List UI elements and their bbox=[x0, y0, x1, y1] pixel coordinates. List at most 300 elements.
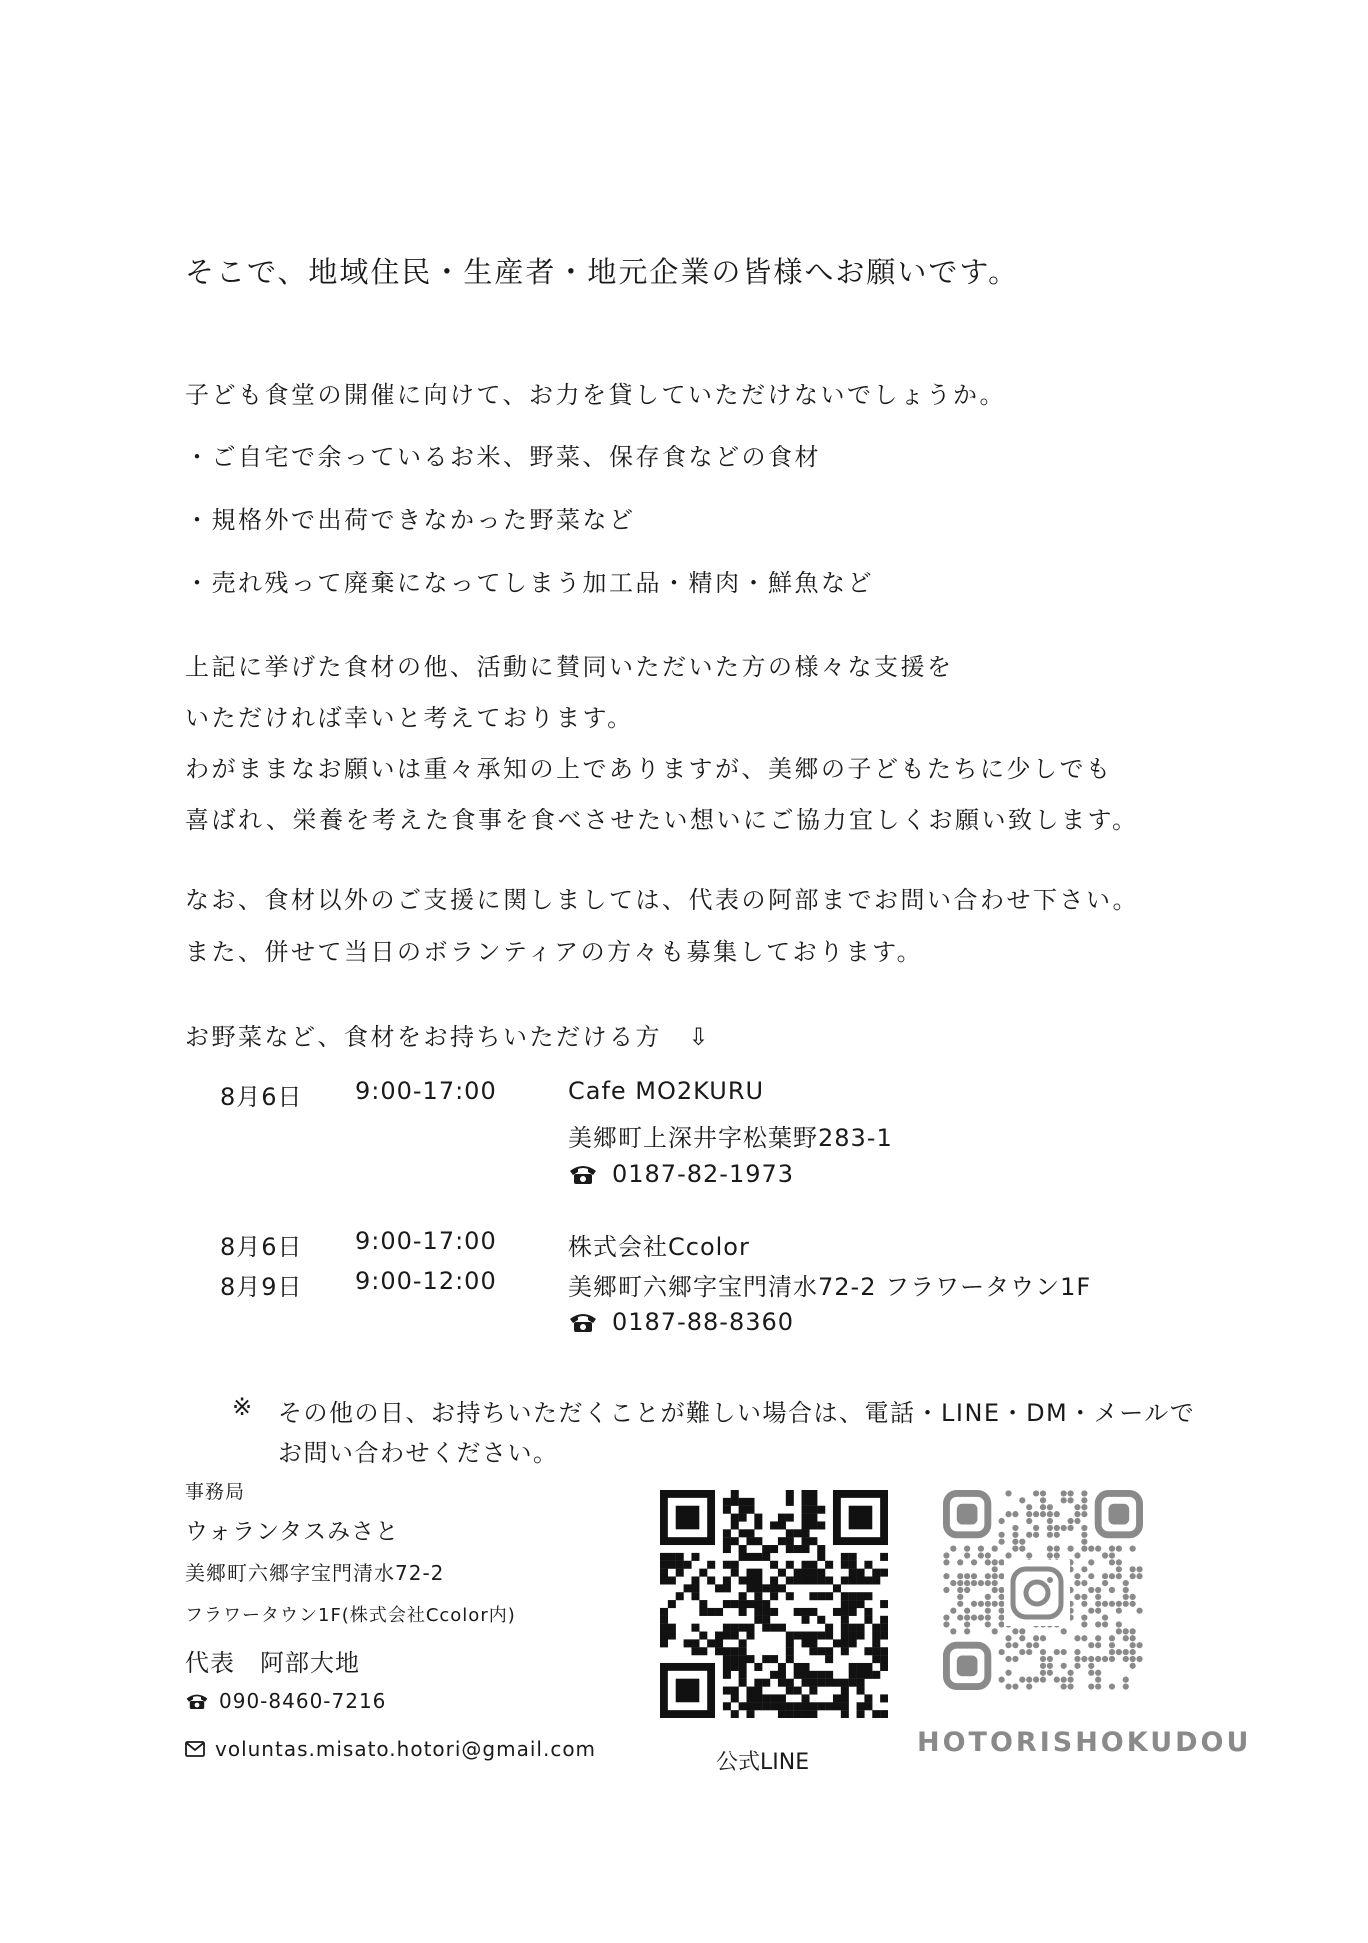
qr-module bbox=[1088, 1608, 1094, 1614]
qr-module bbox=[1005, 1656, 1011, 1662]
qr-module bbox=[1012, 1546, 1018, 1552]
qr-module bbox=[1123, 1601, 1129, 1607]
qr-module bbox=[857, 1663, 865, 1671]
qr-module bbox=[770, 1624, 778, 1632]
qr-module bbox=[1005, 1511, 1011, 1517]
qr-module bbox=[1109, 1546, 1115, 1552]
qr-module bbox=[1095, 1656, 1101, 1662]
qr-module bbox=[809, 1506, 817, 1514]
qr-module bbox=[1047, 1525, 1053, 1531]
qr-module bbox=[739, 1600, 747, 1608]
qr-module bbox=[880, 1553, 888, 1561]
qr-module bbox=[1047, 1663, 1053, 1669]
qr-module bbox=[754, 1592, 762, 1600]
qr-module bbox=[731, 1655, 739, 1663]
qr-module bbox=[739, 1671, 747, 1679]
qr-module bbox=[802, 1545, 810, 1553]
qr-module bbox=[778, 1702, 786, 1710]
qr-module bbox=[731, 1663, 739, 1671]
telephone-icon bbox=[568, 1163, 598, 1185]
qr-module bbox=[817, 1647, 825, 1655]
qr-module bbox=[964, 1628, 970, 1634]
qr-module bbox=[978, 1614, 984, 1620]
qr-module bbox=[841, 1561, 849, 1569]
qr-module bbox=[1123, 1677, 1129, 1683]
qr-module bbox=[1012, 1511, 1018, 1517]
qr-module bbox=[964, 1621, 970, 1627]
location-name: Cafe MO2KURU bbox=[568, 1077, 765, 1105]
qr-module bbox=[872, 1671, 880, 1679]
qr-module bbox=[1040, 1663, 1046, 1669]
qr-module bbox=[841, 1710, 849, 1718]
location-name: 株式会社Ccolor bbox=[568, 1233, 750, 1261]
qr-module bbox=[1081, 1539, 1087, 1545]
qr-module bbox=[809, 1592, 817, 1600]
qr-module bbox=[754, 1553, 762, 1561]
qr-module bbox=[985, 1559, 991, 1565]
qr-module bbox=[802, 1561, 810, 1569]
qr-module bbox=[841, 1632, 849, 1640]
qr-module bbox=[754, 1616, 762, 1624]
qr-module bbox=[802, 1490, 810, 1498]
qr-module bbox=[825, 1647, 833, 1655]
qr-module bbox=[794, 1710, 802, 1718]
qr-module bbox=[1047, 1511, 1053, 1517]
qr-module bbox=[794, 1569, 802, 1577]
qr-module bbox=[857, 1710, 865, 1718]
qr-module bbox=[864, 1647, 872, 1655]
qr-module bbox=[746, 1576, 754, 1584]
line-qr-code[interactable] bbox=[660, 1490, 888, 1718]
qr-module bbox=[880, 1569, 888, 1577]
qr-module bbox=[786, 1639, 794, 1647]
qr-module bbox=[762, 1600, 770, 1608]
qr-module bbox=[825, 1655, 833, 1663]
qr-module bbox=[1102, 1573, 1108, 1579]
qr-module bbox=[985, 1552, 991, 1558]
qr-module bbox=[1081, 1580, 1087, 1586]
qr-module bbox=[754, 1600, 762, 1608]
qr-module bbox=[739, 1679, 747, 1687]
qr-module bbox=[723, 1600, 731, 1608]
qr-module bbox=[971, 1573, 977, 1579]
qr-module bbox=[762, 1553, 770, 1561]
qr-module bbox=[1081, 1532, 1087, 1538]
qr-module bbox=[754, 1576, 762, 1584]
support-line: 上記に挙げた食材の他、活動に賛同いただいた方の様々な支援を bbox=[185, 653, 954, 681]
qr-module bbox=[992, 1566, 998, 1572]
qr-module bbox=[786, 1514, 794, 1522]
qr-module bbox=[849, 1561, 857, 1569]
dropoff-heading: お野菜など、食材をお持ちいただける方 ⇩ bbox=[185, 1023, 712, 1051]
qr-module bbox=[880, 1616, 888, 1624]
qr-module bbox=[880, 1663, 888, 1671]
qr-module bbox=[1130, 1642, 1136, 1648]
qr-module bbox=[778, 1694, 786, 1702]
qr-module bbox=[746, 1687, 754, 1695]
qr-module bbox=[770, 1521, 778, 1529]
qr-module bbox=[754, 1679, 762, 1687]
qr-module bbox=[691, 1553, 699, 1561]
qr-module bbox=[857, 1600, 865, 1608]
qr-module bbox=[1074, 1552, 1080, 1558]
qr-module bbox=[770, 1561, 778, 1569]
qr-module bbox=[1109, 1649, 1115, 1655]
qr-module bbox=[849, 1639, 857, 1647]
qr-module bbox=[817, 1679, 825, 1687]
qr-module bbox=[1012, 1532, 1018, 1538]
qr-module bbox=[762, 1702, 770, 1710]
qr-module bbox=[1026, 1504, 1032, 1510]
qr-module bbox=[999, 1649, 1005, 1655]
qr-module bbox=[964, 1580, 970, 1586]
qr-module bbox=[1130, 1601, 1136, 1607]
qr-module bbox=[1109, 1559, 1115, 1565]
note-mark: ※ bbox=[232, 1393, 254, 1421]
qr-module bbox=[1040, 1670, 1046, 1676]
qr-module bbox=[992, 1546, 998, 1552]
qr-module bbox=[762, 1545, 770, 1553]
qr-finder-center bbox=[849, 1506, 873, 1530]
qr-module bbox=[1012, 1683, 1018, 1689]
qr-module bbox=[864, 1592, 872, 1600]
qr-module bbox=[1081, 1490, 1087, 1496]
qr-module bbox=[1123, 1656, 1129, 1662]
qr-module bbox=[849, 1600, 857, 1608]
qr-module bbox=[731, 1537, 739, 1545]
qr-module bbox=[731, 1624, 739, 1632]
qr-module bbox=[1130, 1628, 1136, 1634]
qr-module bbox=[684, 1561, 692, 1569]
qr-module bbox=[723, 1584, 731, 1592]
qr-module bbox=[1116, 1559, 1122, 1565]
qr-module bbox=[943, 1559, 949, 1565]
qr-module bbox=[1040, 1497, 1046, 1503]
qr-module bbox=[794, 1702, 802, 1710]
qr-module bbox=[1095, 1677, 1101, 1683]
qr-module bbox=[833, 1639, 841, 1647]
qr-module bbox=[762, 1655, 770, 1663]
office-email[interactable] bbox=[185, 1737, 596, 1761]
note-line: お問い合わせください。 bbox=[278, 1439, 559, 1467]
qr-module bbox=[739, 1608, 747, 1616]
qr-module bbox=[707, 1608, 715, 1616]
qr-module bbox=[746, 1553, 754, 1561]
qr-module bbox=[1012, 1628, 1018, 1634]
qr-module bbox=[809, 1687, 817, 1695]
qr-module bbox=[770, 1608, 778, 1616]
instagram-qr-caption: HOTORISHOKUDOU bbox=[917, 1727, 1252, 1758]
qr-module bbox=[723, 1537, 731, 1545]
qr-module bbox=[684, 1584, 692, 1592]
qr-module bbox=[992, 1628, 998, 1634]
qr-module bbox=[802, 1498, 810, 1506]
qr-module bbox=[739, 1529, 747, 1537]
qr-module bbox=[786, 1647, 794, 1655]
qr-module bbox=[1047, 1532, 1053, 1538]
qr-module bbox=[691, 1584, 699, 1592]
qr-module bbox=[872, 1632, 880, 1640]
qr-module bbox=[1061, 1525, 1067, 1531]
qr-module bbox=[849, 1679, 857, 1687]
qr-module bbox=[1074, 1649, 1080, 1655]
qr-module bbox=[739, 1576, 747, 1584]
qr-module bbox=[802, 1639, 810, 1647]
qr-module bbox=[731, 1514, 739, 1522]
qr-module bbox=[1136, 1608, 1142, 1614]
qr-module bbox=[802, 1608, 810, 1616]
qr-module bbox=[786, 1592, 794, 1600]
qr-module bbox=[1123, 1628, 1129, 1634]
qr-module bbox=[802, 1702, 810, 1710]
qr-module bbox=[731, 1647, 739, 1655]
qr-module bbox=[660, 1561, 668, 1569]
phone-number: 0187-88-8360 bbox=[612, 1308, 795, 1336]
qr-module bbox=[964, 1608, 970, 1614]
qr-module bbox=[754, 1521, 762, 1529]
qr-module bbox=[715, 1639, 723, 1647]
qr-module bbox=[1095, 1546, 1101, 1552]
qr-module bbox=[817, 1569, 825, 1577]
qr-module bbox=[739, 1624, 747, 1632]
qr-module bbox=[957, 1614, 963, 1620]
qr-module bbox=[1033, 1490, 1039, 1496]
qr-module bbox=[849, 1608, 857, 1616]
qr-module bbox=[676, 1553, 684, 1561]
qr-module bbox=[1088, 1683, 1094, 1689]
qr-module bbox=[1026, 1642, 1032, 1648]
qr-module bbox=[699, 1608, 707, 1616]
qr-module bbox=[857, 1576, 865, 1584]
qr-module bbox=[754, 1537, 762, 1545]
qr-module bbox=[1123, 1594, 1129, 1600]
qr-module bbox=[1136, 1573, 1142, 1579]
qr-module bbox=[1095, 1670, 1101, 1676]
qr-module bbox=[676, 1569, 684, 1577]
qr-module bbox=[880, 1624, 888, 1632]
qr-module bbox=[1109, 1552, 1115, 1558]
qr-module bbox=[1067, 1677, 1073, 1683]
qr-module bbox=[880, 1632, 888, 1640]
qr-module bbox=[872, 1639, 880, 1647]
qr-module bbox=[707, 1576, 715, 1584]
qr-module bbox=[880, 1600, 888, 1608]
qr-module bbox=[746, 1655, 754, 1663]
qr-module bbox=[1088, 1663, 1094, 1669]
qr-module bbox=[1109, 1683, 1115, 1689]
support-line: 喜ばれ、栄養を考えた食事を食べさせたい想いにご協力宜しくお願い致します。 bbox=[185, 806, 1139, 834]
qr-finder-center bbox=[957, 1504, 978, 1525]
qr-module bbox=[715, 1647, 723, 1655]
qr-module bbox=[1054, 1525, 1060, 1531]
qr-module bbox=[691, 1592, 699, 1600]
qr-module bbox=[1136, 1566, 1142, 1572]
qr-module bbox=[880, 1694, 888, 1702]
qr-module bbox=[668, 1624, 676, 1632]
qr-module bbox=[964, 1614, 970, 1620]
qr-module bbox=[786, 1498, 794, 1506]
qr-module bbox=[1081, 1504, 1087, 1510]
office-address: 美郷町六郷字宝門清水72-2 bbox=[185, 1561, 445, 1585]
qr-module bbox=[1047, 1504, 1053, 1510]
qr-module bbox=[1067, 1490, 1073, 1496]
schedule-time: 9:00-12:00 bbox=[355, 1267, 497, 1295]
qr-module bbox=[992, 1573, 998, 1579]
qr-module bbox=[1054, 1552, 1060, 1558]
qr-module bbox=[802, 1616, 810, 1624]
qr-module bbox=[746, 1710, 754, 1718]
qr-module bbox=[880, 1710, 888, 1718]
qr-module bbox=[1102, 1621, 1108, 1627]
qr-module bbox=[978, 1546, 984, 1552]
qr-module bbox=[660, 1616, 668, 1624]
qr-module bbox=[1033, 1635, 1039, 1641]
qr-module bbox=[1130, 1649, 1136, 1655]
qr-module bbox=[841, 1639, 849, 1647]
qr-module bbox=[1033, 1677, 1039, 1683]
qr-module bbox=[857, 1702, 865, 1710]
qr-module bbox=[1040, 1511, 1046, 1517]
qr-module bbox=[809, 1702, 817, 1710]
qr-module bbox=[1136, 1642, 1142, 1648]
phone-number: 0187-82-1973 bbox=[612, 1160, 795, 1188]
qr-module bbox=[786, 1537, 794, 1545]
qr-module bbox=[770, 1584, 778, 1592]
qr-module bbox=[1012, 1642, 1018, 1648]
qr-module bbox=[770, 1592, 778, 1600]
instagram-icon-holder bbox=[1004, 1560, 1070, 1626]
qr-module bbox=[1033, 1511, 1039, 1517]
qr-module bbox=[684, 1639, 692, 1647]
qr-module bbox=[715, 1584, 723, 1592]
qr-module bbox=[964, 1587, 970, 1593]
qr-module bbox=[1074, 1504, 1080, 1510]
qr-module bbox=[731, 1490, 739, 1498]
qr-module bbox=[739, 1514, 747, 1522]
qr-module bbox=[723, 1632, 731, 1640]
qr-module bbox=[802, 1671, 810, 1679]
qr-module bbox=[723, 1561, 731, 1569]
qr-module bbox=[809, 1647, 817, 1655]
qr-module bbox=[817, 1616, 825, 1624]
qr-module bbox=[1005, 1490, 1011, 1496]
qr-module bbox=[825, 1592, 833, 1600]
qr-module bbox=[1012, 1539, 1018, 1545]
qr-module bbox=[794, 1529, 802, 1537]
qr-module bbox=[699, 1632, 707, 1640]
qr-module bbox=[691, 1624, 699, 1632]
schedule-date: 8月6日 bbox=[220, 1083, 303, 1111]
lead-heading: そこで、地域住民・生産者・地元企業の皆様へお願いです。 bbox=[185, 255, 1020, 289]
qr-module bbox=[825, 1632, 833, 1640]
qr-module bbox=[739, 1553, 747, 1561]
qr-module bbox=[817, 1632, 825, 1640]
qr-module bbox=[1054, 1532, 1060, 1538]
mail-icon bbox=[185, 1741, 205, 1757]
qr-module bbox=[739, 1592, 747, 1600]
qr-module bbox=[957, 1573, 963, 1579]
qr-module bbox=[770, 1545, 778, 1553]
qr-module bbox=[1123, 1683, 1129, 1689]
qr-module bbox=[1033, 1525, 1039, 1531]
qr-module bbox=[809, 1490, 817, 1498]
qr-module bbox=[1067, 1525, 1073, 1531]
qr-module bbox=[857, 1671, 865, 1679]
qr-module bbox=[849, 1663, 857, 1671]
qr-module bbox=[778, 1584, 786, 1592]
qr-module bbox=[1081, 1594, 1087, 1600]
qr-module bbox=[857, 1679, 865, 1687]
qr-module bbox=[1019, 1635, 1025, 1641]
qr-module bbox=[1088, 1587, 1094, 1593]
qr-module bbox=[864, 1608, 872, 1616]
qr-module bbox=[1054, 1511, 1060, 1517]
qr-module bbox=[754, 1514, 762, 1522]
qr-module bbox=[1005, 1670, 1011, 1676]
qr-module bbox=[985, 1608, 991, 1614]
email-address[interactable]: voluntas.misato.hotori@gmail.com bbox=[215, 1737, 597, 1761]
qr-module bbox=[746, 1529, 754, 1537]
qr-module bbox=[1102, 1552, 1108, 1558]
qr-module bbox=[985, 1601, 991, 1607]
qr-module bbox=[660, 1639, 668, 1647]
qr-module bbox=[660, 1624, 668, 1632]
qr-module bbox=[1026, 1683, 1032, 1689]
qr-module bbox=[723, 1671, 731, 1679]
qr-module bbox=[1123, 1649, 1129, 1655]
qr-module bbox=[1019, 1497, 1025, 1503]
location-phone bbox=[568, 1308, 794, 1336]
qr-module bbox=[770, 1576, 778, 1584]
qr-module bbox=[691, 1639, 699, 1647]
qr-module bbox=[802, 1514, 810, 1522]
qr-module bbox=[786, 1529, 794, 1537]
qr-module bbox=[754, 1608, 762, 1616]
qr-module bbox=[770, 1671, 778, 1679]
qr-module bbox=[809, 1679, 817, 1687]
qr-module bbox=[964, 1573, 970, 1579]
request-item: ・ご自宅で余っているお米、野菜、保存食などの食材 bbox=[185, 443, 821, 471]
qr-module bbox=[985, 1594, 991, 1600]
qr-module bbox=[1019, 1649, 1025, 1655]
qr-module bbox=[1012, 1525, 1018, 1531]
qr-module bbox=[723, 1506, 731, 1514]
qr-module bbox=[999, 1518, 1005, 1524]
qr-module bbox=[794, 1545, 802, 1553]
qr-module bbox=[841, 1553, 849, 1561]
qr-module bbox=[668, 1576, 676, 1584]
qr-module bbox=[746, 1506, 754, 1514]
qr-module bbox=[1061, 1663, 1067, 1669]
qr-module bbox=[817, 1506, 825, 1514]
qr-module bbox=[707, 1639, 715, 1647]
qr-module bbox=[786, 1702, 794, 1710]
telephone-icon bbox=[185, 1692, 209, 1710]
qr-module bbox=[1040, 1635, 1046, 1641]
qr-module bbox=[872, 1569, 880, 1577]
qr-module bbox=[770, 1694, 778, 1702]
qr-module bbox=[1095, 1635, 1101, 1641]
qr-module bbox=[778, 1624, 786, 1632]
qr-module bbox=[762, 1608, 770, 1616]
qr-module bbox=[1074, 1635, 1080, 1641]
qr-module bbox=[1067, 1518, 1073, 1524]
qr-module bbox=[739, 1639, 747, 1647]
office-address: フラワータウン1F(株式会社Ccolor内) bbox=[185, 1605, 516, 1626]
qr-module bbox=[746, 1498, 754, 1506]
qr-module bbox=[746, 1584, 754, 1592]
office-label: 事務局 bbox=[185, 1481, 246, 1503]
